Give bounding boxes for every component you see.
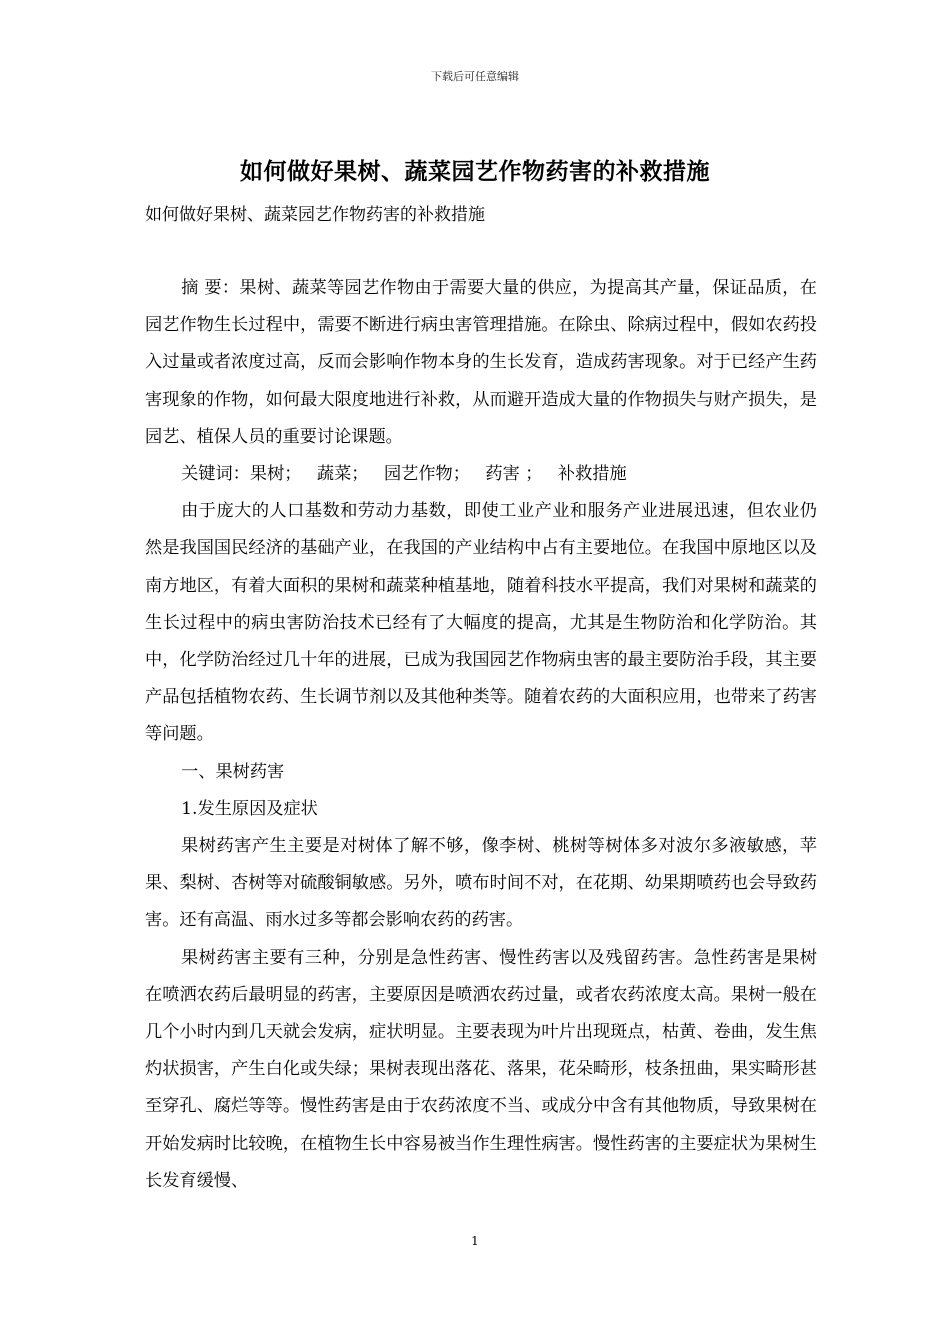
keyword-item: 蔬菜；	[316, 464, 369, 485]
types-paragraph: 果树药害主要有三种，分别是急性药害、慢性药害以及残留药害。急性药害是果树在喷洒农药后最明显的药害，主要原因是喷洒农药过量，或者农药浓度太高。果树一般在几个小时内到几天就会发病，症状明显。主要表现为叶片出现斑点，枯黄、卷曲，发生焦灼状损害，产生白化或失绿；果树表现出落花、落果，花朵畸形，枝条扭曲，果实畸形甚至穿孔、腐烂等等。慢性药害是由于农药浓度不当、或成分中含有其他物质，导致果树在开始发病时比较晚，在植物生长中容易被当作生理性病害。慢性药害的主要症状为果树生长发育缓慢、	[145, 947, 817, 1191]
document-subtitle: 如何做好果树、蔬菜园艺作物药害的补救措施	[145, 205, 485, 225]
keywords-line	[145, 456, 817, 493]
keyword-item: 药害 ；	[485, 464, 543, 485]
keyword-item: 补救措施	[557, 464, 627, 485]
subsection-heading: 1.发生原因及症状	[181, 798, 318, 819]
keyword-item: 果树；	[249, 464, 302, 485]
document-title: 如何做好果树、蔬菜园艺作物药害的补救措施	[240, 158, 710, 185]
keywords-label: 关键词：	[181, 464, 250, 485]
abstract-paragraph: 摘 要：果树、蔬菜等园艺作物由于需要大量的供应，为提高其产量，保证品质，在园艺作物生长过程中，需要不断进行病虫害管理措施。在除虫、除病过程中，假如农药投入过量或者浓度过高，反而会影响作物本身的生长发育，造成药害现象。对于已经产生药害现象的作物，如何最大限度地进行补救，从而避开造成大量的作物损失与财产损失，是园艺、植保人员的重要讨论课题。	[145, 278, 817, 447]
keyword-item: 园艺作物；	[383, 464, 470, 485]
intro-paragraph: 由于庞大的人口基数和劳动力基数，即使工业产业和服务产业进展迅速，但农业仍然是我国国民经济的基础产业，在我国的产业结构中占有主要地位。在我国中原地区以及南方地区，有着大面积的果树和蔬菜种植基地，随着科技水平提高，我们对果树和蔬菜的生长过程中的病虫害防治技术已经有了大幅度的提高，尤其是生物防治和化学防治。其中，化学防治经过几十年的进展，已成为我国园艺作物病虫害的最主要防治手段，其主要产品包括植物农药、生长调节剂以及其他种类等。随着农药的大面积应用，也带来了药害等问题。	[145, 501, 817, 745]
page-number: 1	[471, 1234, 479, 1248]
cause-paragraph: 果树药害产生主要是对树体了解不够，像李树、桃树等树体多对波尔多液敏感，苹果、梨树、杏树等对硫酸铜敏感。另外，喷布时间不对，在花期、幼果期喷药也会导致药害。还有高温、雨水过多等都会影响农药的药害。	[145, 836, 817, 931]
header-note: 下载后可任意编辑	[431, 70, 519, 83]
document-body	[145, 270, 817, 1200]
section-heading: 一、果树药害	[181, 761, 285, 782]
